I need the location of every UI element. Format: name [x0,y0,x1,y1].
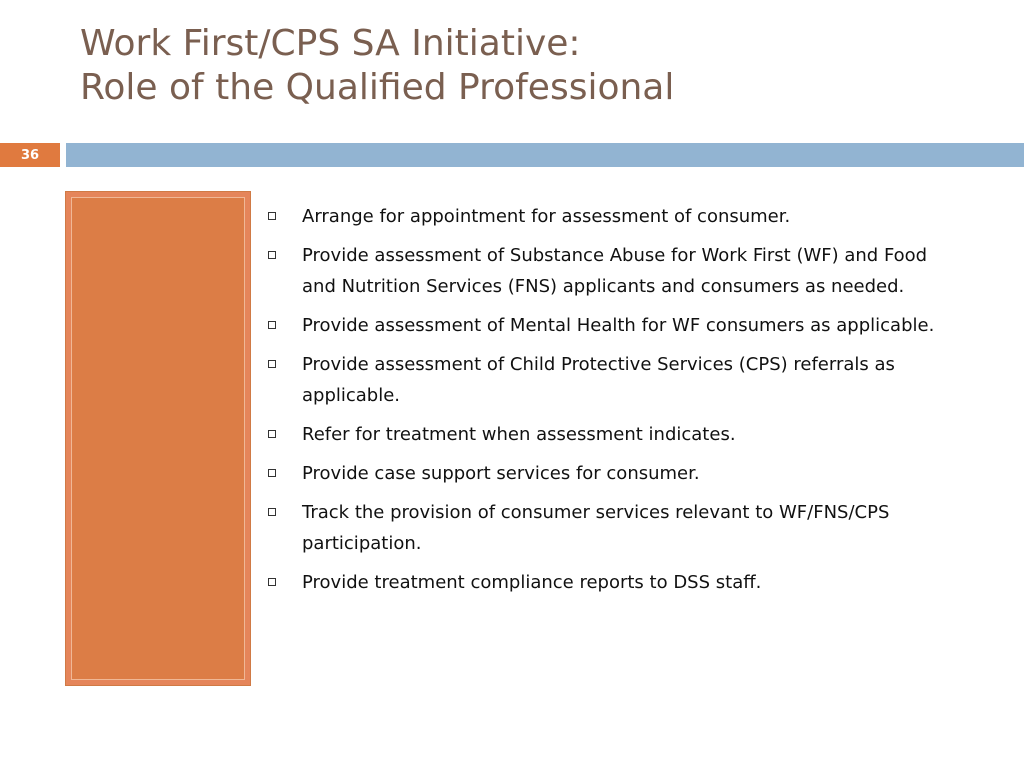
list-item [264,349,964,411]
slide-number-badge [0,143,60,167]
side-panel-inner-frame [71,197,245,680]
title-line-2: Role of the Qualified Professional [80,67,675,108]
slide-number: 36 [20,147,40,163]
square-bullet-icon [268,508,276,516]
list-item [264,567,964,598]
bullet-text: Provide assessment of Mental Health for WF consumers as applicable. [302,315,935,336]
bullet-text: Track the provision of consumer services relevant to WF/FNS/CPS participation. [302,502,890,554]
square-bullet-icon [268,430,276,438]
bullet-text: Provide treatment compliance reports to DSS staff. [302,572,762,593]
square-bullet-icon [268,321,276,329]
bullet-list [264,201,964,606]
square-bullet-icon [268,212,276,220]
bullet-text: Provide case support services for consumer. [302,463,700,484]
header-accent-bar [66,143,1024,167]
list-item [264,419,964,450]
square-bullet-icon [268,360,276,368]
square-bullet-icon [268,251,276,259]
list-item [264,310,964,341]
bullet-text: Refer for treatment when assessment indicates. [302,424,736,445]
list-item [264,201,964,232]
title-line-1: Work First/CPS SA Initiative: [80,23,581,64]
square-bullet-icon [268,469,276,477]
bullet-text: Provide assessment of Substance Abuse for Work First (WF) and Food and Nutrition Services (FNS) applicants and consumers as needed. [302,245,928,297]
bullet-text: Arrange for appointment for assessment of consumer. [302,206,791,227]
slide-title [80,22,980,110]
list-item [264,497,964,559]
list-item [264,458,964,489]
decorative-side-panel [65,191,251,686]
square-bullet-icon [268,578,276,586]
list-item [264,240,964,302]
bullet-text: Provide assessment of Child Protective Services (CPS) referrals as applicable. [302,354,895,406]
